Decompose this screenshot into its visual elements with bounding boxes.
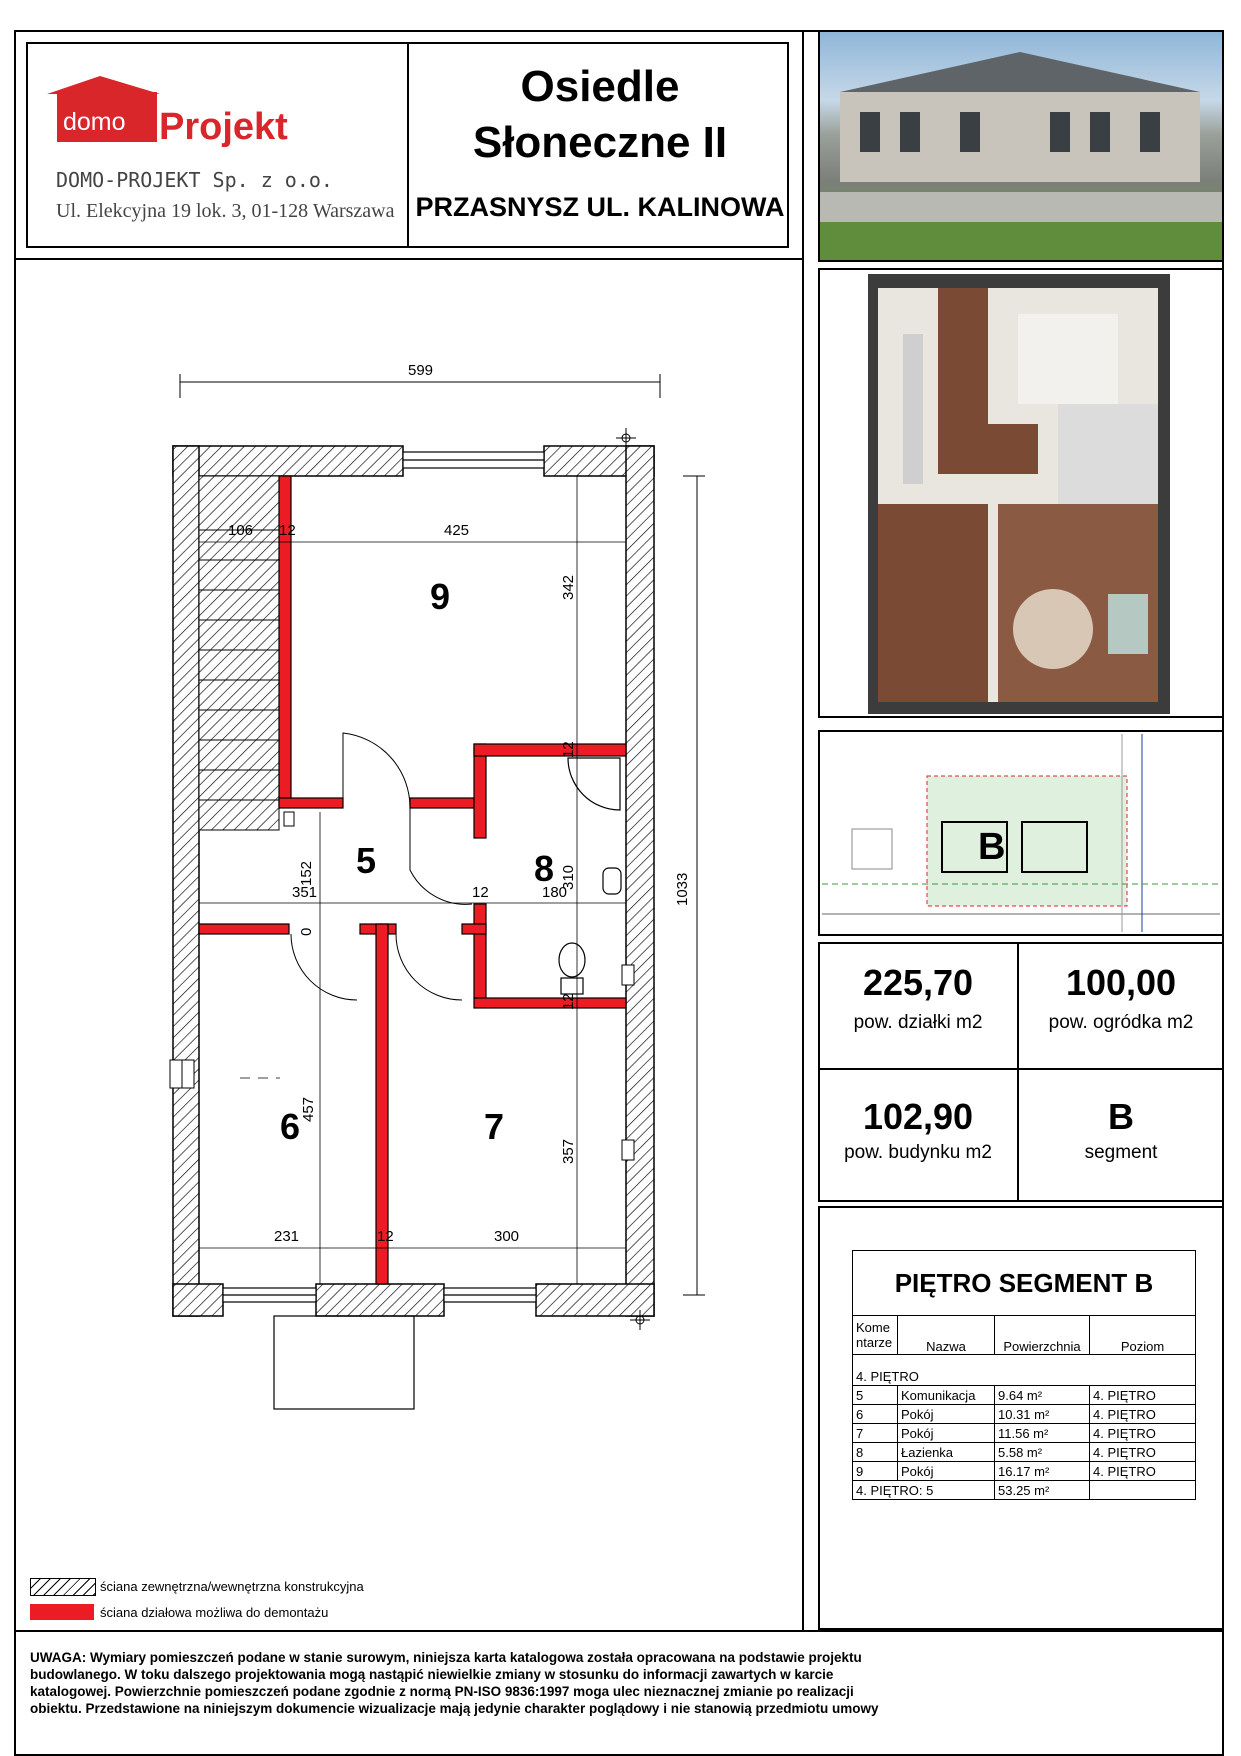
- stat-segment: [1018, 1070, 1224, 1202]
- note-top-rule: [14, 1630, 1224, 1632]
- dim-12b: 12: [560, 741, 577, 758]
- room-number-8: 8: [534, 848, 555, 889]
- logo-text-domo: domo: [63, 108, 126, 136]
- stat-value: 102,90: [862, 1096, 974, 1137]
- stat-plot-area: [818, 942, 1018, 1068]
- dim-12d: 12: [560, 993, 577, 1010]
- room-table-grid: [853, 1316, 1195, 1499]
- company-address: Ul. Elekcyjna 19 lok. 3, 01-128 Warszawa: [56, 200, 395, 222]
- dim-351: 351: [292, 884, 318, 901]
- note-line: UWAGA: Wymiary pomieszczeń podane w stanie surowym, niniejsza karta katalogowa została opracowana na podstawie projektu: [30, 1650, 862, 1665]
- project-title-line1: Osiedle: [520, 62, 680, 111]
- stat-garden-area: [1018, 942, 1224, 1068]
- legend-partition-swatch: [30, 1604, 94, 1620]
- table-row: 6 Pokój 10.31 m² 4. PIĘTRO: [853, 1405, 1195, 1424]
- project-location: PRZASNYSZ UL. KALINOWA: [415, 192, 785, 222]
- legend-partition-label: ściana działowa możliwa do demontażu: [100, 1605, 329, 1620]
- dim-152: 152: [298, 860, 315, 886]
- legend-structural-label: ściana zewnętrzna/wewnętrzna konstrukcyjna: [100, 1579, 364, 1594]
- room-table: [852, 1250, 1196, 1500]
- dim-top: 599: [408, 362, 434, 379]
- table-spacer-row: [853, 1355, 1195, 1368]
- stat-building-area: [818, 1070, 1018, 1202]
- stat-value: 100,00: [1065, 962, 1177, 1003]
- header-powierzchnia: Powierzchnia: [995, 1316, 1090, 1355]
- note-line: obiektu. Przedstawione na niniejszym dokumencie wizualizacje mają jedynie charakter poglądowy i nie stanowią przedmiotu umowy: [30, 1701, 879, 1716]
- dim-457: 457: [300, 1096, 317, 1122]
- exterior-render-image: [820, 32, 1222, 260]
- note-line: budowlanego. W toku dalszego projektowania mogą nastąpić niewielkie zmiany w stosunku do informacji zawartych w karcie: [30, 1667, 834, 1682]
- room-table-title: PIĘTRO SEGMENT B: [853, 1251, 1195, 1316]
- dim-right: 1033: [674, 872, 691, 906]
- project-title-line2: Słoneczne II: [472, 118, 728, 167]
- stat-value: B: [1108, 1096, 1134, 1137]
- room-number-7: 7: [484, 1106, 505, 1147]
- dim-0: 0: [298, 927, 315, 936]
- dim-12a: 12: [279, 522, 296, 539]
- dim-180: 180: [542, 884, 568, 901]
- dim-106: 106: [228, 522, 254, 539]
- stat-label: pow. ogródka m2: [1048, 1012, 1194, 1033]
- table-total-row: 4. PIĘTRO: 5 53.25 m²: [853, 1481, 1195, 1500]
- logo-text-projekt: Projekt: [159, 106, 288, 148]
- header-divider: [407, 42, 409, 248]
- site-plan-segment-label: B: [978, 826, 1006, 868]
- header-bottom-rule: [14, 258, 802, 260]
- table-row: 7 Pokój 11.56 m² 4. PIĘTRO: [853, 1424, 1195, 1443]
- dim-357: 357: [560, 1138, 577, 1164]
- dim-231: 231: [274, 1228, 300, 1245]
- dim-310: 310: [560, 864, 577, 890]
- dim-425: 425: [444, 522, 470, 539]
- header-nazwa: Nazwa: [898, 1316, 995, 1355]
- legend-structural-swatch: [30, 1578, 96, 1596]
- header-poziom: Poziom: [1120, 1339, 1165, 1354]
- stat-label: pow. budynku m2: [844, 1142, 992, 1163]
- room-number-6: 6: [280, 1106, 301, 1147]
- disclaimer-note: [30, 1649, 1210, 1717]
- dim-12e: 12: [377, 1228, 394, 1245]
- floor-plan: [150, 360, 710, 1420]
- interior-render-image: [868, 274, 1170, 714]
- header-komentarze: Kome ntarze: [853, 1316, 898, 1355]
- stat-value: 225,70: [862, 962, 974, 1003]
- room-number-9: 9: [430, 576, 451, 617]
- balcony-outline: [274, 1316, 414, 1409]
- company-logo: [45, 72, 315, 162]
- dim-12c: 12: [472, 884, 489, 901]
- dim-342: 342: [560, 574, 577, 600]
- company-name: DOMO-PROJEKT Sp. z o.o.: [56, 168, 333, 192]
- stat-label: segment: [1084, 1142, 1158, 1163]
- table-group-row: 4. PIĘTRO: [853, 1367, 1195, 1386]
- table-row: 9 Pokój 16.17 m² 4. PIĘTRO: [853, 1462, 1195, 1481]
- note-line: katalogowej. Powierzchnie pomieszczeń podane zgodnie z normą PN-ISO 9836:1997 moga ulec nieznacznej zmianie po realizacji: [30, 1684, 854, 1699]
- dim-300: 300: [494, 1228, 520, 1245]
- stat-label: pow. działki m2: [853, 1012, 983, 1033]
- table-row: 5 Komunikacja 9.64 m² 4. PIĘTRO: [853, 1386, 1195, 1405]
- room-number-5: 5: [356, 840, 377, 881]
- site-plan-image: [822, 734, 1220, 932]
- table-header-row: [853, 1316, 1195, 1355]
- table-row: 8 Łazienka 5.58 m² 4. PIĘTRO: [853, 1443, 1195, 1462]
